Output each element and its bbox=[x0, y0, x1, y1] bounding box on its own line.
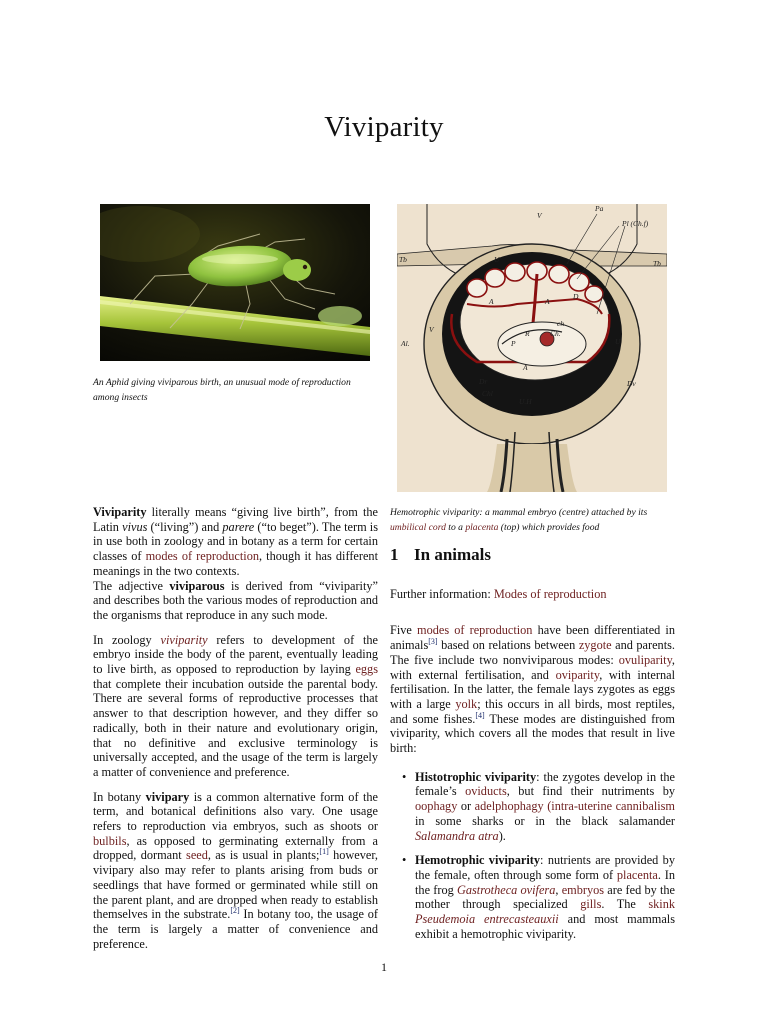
wiki-link[interactable]: adelphophagy bbox=[474, 799, 544, 814]
adjective-paragraph: The adjective viviparous is derived from “viviparity” and describes both the various modes of reproduction and the organisms that reproduce in any such mode. bbox=[93, 578, 378, 622]
wiki-link[interactable]: oophagy bbox=[415, 799, 458, 814]
wiki-link[interactable]: ovuliparity bbox=[618, 652, 672, 667]
reference-link[interactable]: [3] bbox=[428, 637, 438, 647]
right-column bbox=[390, 545, 676, 951]
wiki-link[interactable]: modes of reproduction bbox=[417, 623, 533, 638]
list-item-hemotrophic: • Hemotrophic viviparity: nutrients are provided by the female, often through some form of placenta. In the frog Gastrotheca ovifera, embryos are fed by the mother through specialized gills. The skink Pseudemoia entrecasteauxii and most mammals exhibit a hemotrophic viviparity. bbox=[415, 853, 675, 941]
wiki-link[interactable]: skink bbox=[648, 897, 675, 912]
section-number: 1 bbox=[390, 545, 399, 564]
embryo-label: V bbox=[429, 325, 434, 334]
page-title: Viviparity bbox=[324, 111, 444, 143]
intro-paragraph: Viviparity literally means “giving live birth”, from the Latin vivus (“living”) and parere (“to beget”). The term is in use both in zoology and in botany as a term for certain classes of modes of reproduction, though it has different meanings in the two contexts. bbox=[93, 505, 378, 578]
emphasis-text: Hemotrophic viviparity bbox=[415, 853, 541, 868]
wiki-link[interactable] bbox=[160, 633, 207, 647]
wiki-link[interactable] bbox=[457, 883, 555, 897]
left-column bbox=[93, 505, 378, 961]
emphasis-text: vivipary bbox=[145, 789, 190, 804]
page-number: 1 bbox=[381, 960, 387, 974]
reference-link[interactable]: [4] bbox=[475, 710, 485, 720]
zoology-paragraph: In zoology viviparity refers to development of the embryo inside the body of the parent, eventually leading to live birth, as opposed to reproduction by laying eggs that complete their incubation outside the parental body. There are several forms of reproductive processes that answer to that description however, and they differ so radically, both in their nature and evolutionary origin, that no definitive and exclusive terminology is universally accepted, and the usage of the term is largely a matter of convenience and preference. bbox=[93, 632, 378, 779]
emphasis-text: Gastrotheca ovifera bbox=[456, 882, 556, 897]
embryo-illustration bbox=[397, 204, 667, 492]
embryo-caption: Hemotrophic viviparity: a mammal embryo (centre) attached by its umbilical cord to a placenta (top) which provides food bbox=[390, 507, 648, 533]
reference-link[interactable]: [1] bbox=[319, 847, 329, 857]
embryo-label: Ch. bbox=[550, 329, 561, 338]
embryo-label: Al. bbox=[401, 339, 410, 348]
wiki-link[interactable]: oviducts bbox=[465, 784, 507, 799]
wiki-link[interactable]: oviparity bbox=[555, 667, 600, 682]
wiki-link[interactable] bbox=[415, 912, 559, 926]
wiki-link[interactable]: placenta bbox=[465, 522, 499, 533]
section-title: In animals bbox=[414, 545, 491, 564]
list-item-histotrophic: • Histotrophic viviparity: the zygotes develop in the female’s oviducts, but find their nutriments by oophagy or adelphophagy (intra-uterine cannibalism in some sharks or in the black salamander Salamandra atra). bbox=[415, 770, 675, 844]
emphasis-text: viviparity bbox=[160, 632, 208, 647]
embryo-label: ch bbox=[557, 319, 565, 328]
wiki-link[interactable]: placenta bbox=[616, 867, 658, 882]
wiki-link[interactable]: eggs bbox=[355, 662, 378, 677]
embryo-label: Chl bbox=[482, 389, 493, 398]
embryo-label: Pa bbox=[595, 204, 604, 213]
section-heading bbox=[390, 545, 675, 564]
wiki-link[interactable]: (intra-uterine cannibalism bbox=[547, 799, 675, 814]
wiki-link[interactable]: seed bbox=[186, 848, 208, 863]
emphasis-text: viviparous bbox=[169, 578, 225, 593]
emphasis-text: Salamandra atra bbox=[415, 828, 499, 843]
wiki-link[interactable]: modes of reproduction bbox=[145, 549, 259, 564]
wiki-link[interactable]: Modes of reproduction bbox=[493, 586, 607, 601]
aphid-photo bbox=[100, 204, 370, 361]
embryo-label: R bbox=[525, 329, 530, 338]
embryo-label: U.H bbox=[519, 397, 532, 406]
embryo-label: V bbox=[537, 211, 542, 220]
emphasis-text: vivus bbox=[122, 519, 148, 534]
emphasis-text: Histotrophic viviparity bbox=[415, 769, 537, 784]
wiki-link[interactable]: embryos bbox=[561, 882, 605, 897]
embryo-label: P bbox=[511, 339, 516, 348]
wiki-link[interactable]: yolk bbox=[455, 696, 478, 711]
embryo-label: D bbox=[573, 292, 579, 301]
embryo-label: U bbox=[615, 337, 621, 346]
emphasis-text: Pseudemoia entrecasteauxii bbox=[415, 912, 559, 927]
wiki-link[interactable]: gills bbox=[580, 897, 602, 912]
embryo-label: Tb bbox=[399, 255, 407, 264]
embryo-label: Dv bbox=[627, 379, 636, 388]
wiki-link[interactable]: umbilical cord bbox=[390, 522, 446, 533]
wiki-link[interactable]: bulbils bbox=[93, 833, 127, 848]
modes-paragraph: Five modes of reproduction have been differentiated in animals[3] based on relations between zygote and parents. The five include two nonviviparous modes: ovuliparity, with external fertilisation, and oviparity, with internal fertilisation. In the latter, the female lays zygotes as eggs with a large yolk; this occurs in all birds, most reptiles, and some fishes.[4] These modes are distinguished from viviparity, which covers all the modes that result in live birth: bbox=[390, 623, 676, 756]
reference-link[interactable]: [2] bbox=[230, 906, 240, 916]
wiki-link[interactable] bbox=[415, 829, 499, 843]
emphasis-text: Viviparity bbox=[93, 505, 147, 519]
botany-paragraph: In botany vivipary is a common alternative form of the term, and botanical definitions also vary. One usage refers to reproduction via embryos, such as shoots or bulbils, as opposed to germinating externally from a dropped, dormant seed, as is usual in plants;[1] however, vivipary also may refer to plants arising from buds or seedlings that have formed or germinated while still on the parent plant, and are dropped when ready to establish themselves in the substrate.[2] In botany too, the usage of the term is largely a matter of convenience and preference. bbox=[93, 789, 379, 951]
embryo-label: A bbox=[545, 297, 550, 306]
embryo-label: A bbox=[489, 297, 494, 306]
embryo-label: Dr bbox=[479, 377, 488, 386]
embryo-label: Tb bbox=[653, 259, 661, 268]
embryo-label: A bbox=[523, 363, 528, 372]
emphasis-text: parere bbox=[222, 519, 255, 534]
further-information: Further information: Modes of reproduction bbox=[390, 586, 607, 601]
embryo-label: U bbox=[494, 255, 500, 264]
viviparity-list bbox=[390, 770, 675, 942]
aphid-caption: An Aphid giving viviparous birth, an unusual mode of reproduction among insects bbox=[93, 377, 351, 403]
embryo-label: Pl (Ch.f) bbox=[622, 219, 649, 228]
wiki-link[interactable]: zygote bbox=[578, 638, 612, 653]
